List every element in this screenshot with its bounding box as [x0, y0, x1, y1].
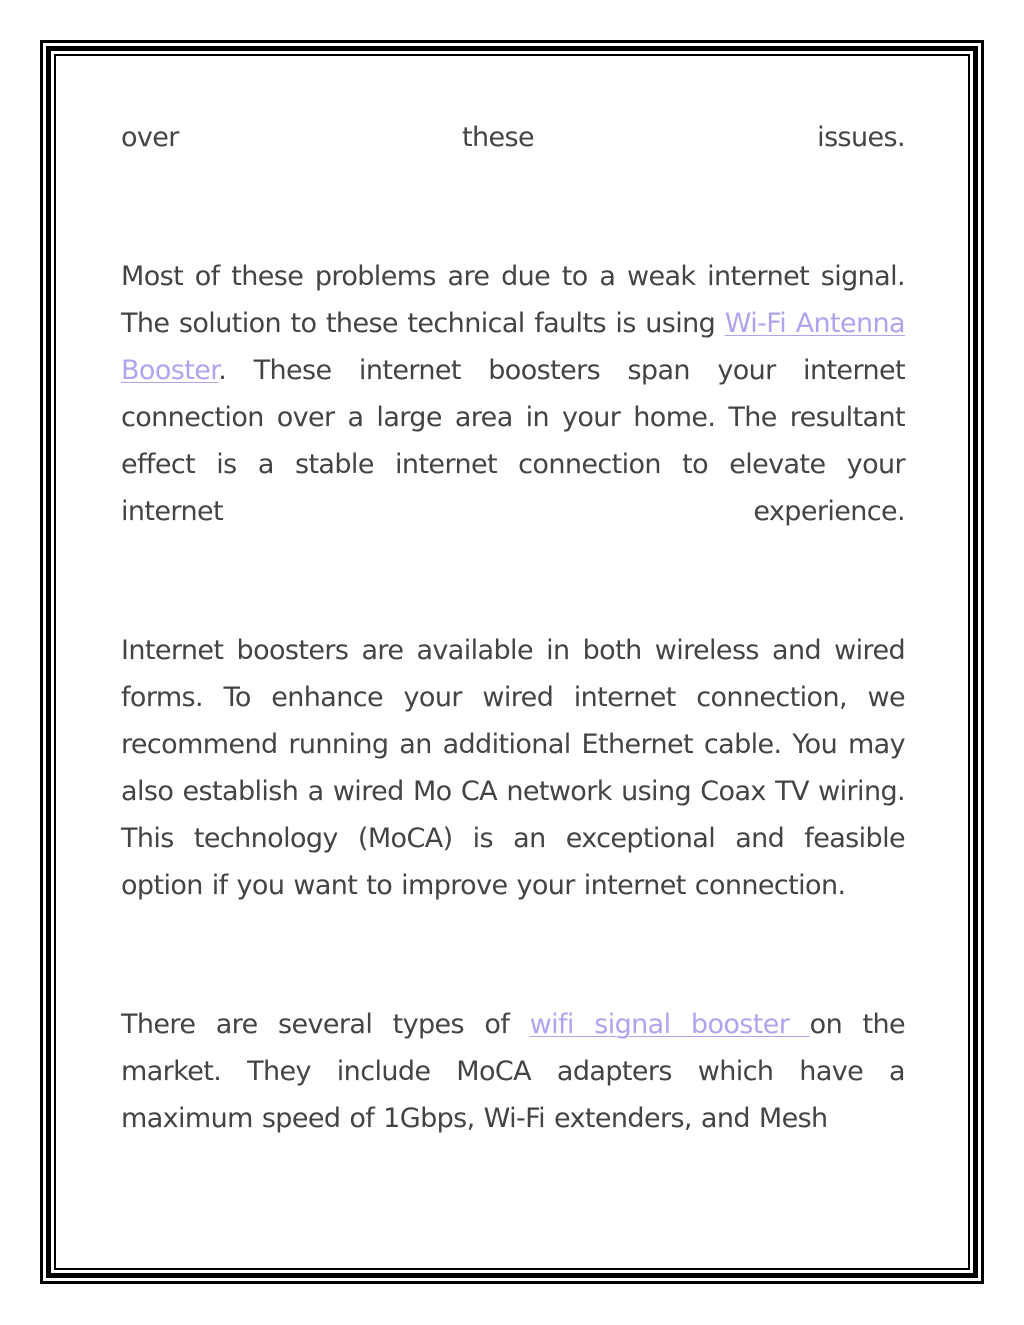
wifi-signal-booster-link[interactable]: wifi signal booster: [529, 1009, 810, 1040]
document-body: [121, 114, 905, 1142]
paragraph-continuation: over these issues.: [121, 122, 905, 153]
paragraph-text: There are several types of: [121, 1009, 530, 1040]
paragraph-booster-types: [121, 1001, 905, 1142]
paragraph-text: on the market. They include MoCA adapters which have a maximum speed of 1Gbps, Wi-Fi extenders, and Mesh: [121, 1009, 905, 1134]
paragraph-text: Most of these problems are due to a weak internet signal. The solution to these technical faults is using: [121, 261, 905, 339]
paragraph-booster-forms: Internet boosters are available in both wireless and wired forms. To enhance your wired internet connection, we recommend running an additional Ethernet cable. You may also establish a wired Mo CA network using Coax TV wiring. This technology (MoCA) is an exceptional and feasible option if you want to improve your internet connection.: [121, 635, 905, 901]
wifi-antenna-booster-link[interactable]: Wi-Fi Antenna Booster: [121, 308, 906, 386]
paragraph-spacer: [121, 161, 905, 253]
paragraph-spacer: [121, 909, 905, 1001]
paragraph-text: . These internet boosters span your internet connection over a large area in your home. The resultant effect is a stable internet connection to elevate your internet experience.: [121, 355, 905, 527]
paragraph-spacer: [121, 535, 905, 627]
paragraph-weak-signal: [121, 253, 905, 535]
